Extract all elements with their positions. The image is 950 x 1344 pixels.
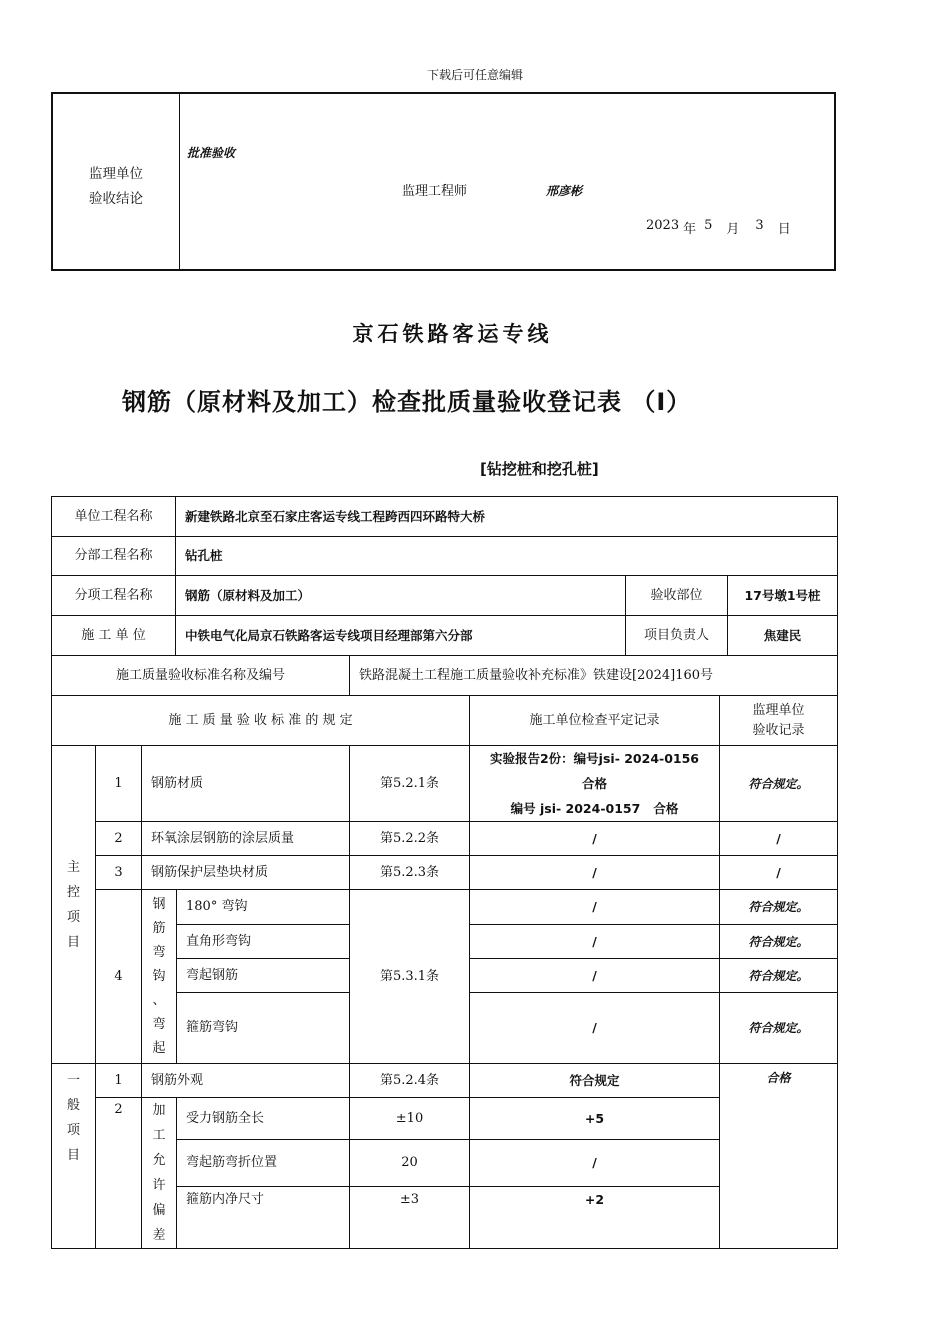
title-line1: 京石铁路客运专线 (352, 322, 553, 346)
engineer-label: 监理工程师 (402, 184, 468, 199)
group-char: 钩 (152, 968, 166, 984)
construction-unit-label: 施 工 单 位 (81, 627, 146, 643)
item-label: 分项工程名称 (74, 587, 153, 603)
item-name: 钢筋保护层垫块材质 (151, 864, 269, 880)
group-char: 弯 (152, 1016, 166, 1032)
sub-item-name: 直角形弯钩 (186, 933, 252, 949)
date-year: 2023 (646, 218, 680, 233)
item-name: 钢筋材质 (151, 775, 204, 791)
row-number: 2 (114, 1102, 123, 1117)
record: / (592, 933, 597, 949)
record: / (592, 899, 597, 914)
item-value: 钢筋（原材料及加工） (185, 587, 311, 603)
clause: 第5.2.1条 (379, 775, 440, 791)
supervision-result: / (776, 830, 781, 846)
tolerance: ±3 (399, 1192, 420, 1207)
clause: 第5.2.3条 (379, 864, 440, 880)
group-char: 筋 (152, 920, 166, 936)
row-number: 4 (114, 968, 123, 984)
main-control-char: 控 (66, 884, 80, 900)
main-control-char: 主 (66, 859, 80, 875)
group-char: 许 (152, 1178, 166, 1193)
record: / (592, 1020, 597, 1035)
date-day: 3 (755, 218, 764, 233)
supervision-conclusion-box (51, 92, 836, 271)
supervision-result: 符合规定。 (748, 1021, 809, 1035)
division-label: 分部工程名称 (74, 548, 153, 563)
row-number: 2 (114, 830, 123, 846)
clause: 第5.2.2条 (379, 830, 440, 846)
record: / (592, 1155, 597, 1170)
row-number: 1 (114, 775, 123, 791)
standard-label: 施工质量验收标准名称及编号 (115, 667, 285, 683)
general-char: 一 (66, 1073, 80, 1088)
date (646, 218, 791, 237)
supervision-result: 合格 (766, 1071, 791, 1085)
division-value: 钻孔桩 (185, 548, 223, 563)
hook-group-label (142, 890, 176, 1063)
label-line2: 验收结论 (89, 191, 143, 207)
construction-record-header: 施工单位检查平定记录 (529, 712, 660, 728)
header-note: 下载后可任意编辑 (426, 68, 523, 82)
group-char: 工 (152, 1128, 166, 1143)
title-line2: 钢筋（原材料及加工）检查批质量验收登记表 （Ⅰ） (122, 388, 692, 416)
unit-project-label: 单位工程名称 (74, 508, 153, 524)
general-char: 目 (66, 1148, 80, 1163)
supervision-record-header (720, 696, 837, 745)
supervision-header-line1: 监理单位 (752, 702, 805, 718)
record: +5 (584, 1110, 605, 1126)
row-number: 3 (114, 864, 123, 880)
project-leader-label: 项目负责人 (643, 627, 709, 643)
sub-item-name: 弯起钢筋 (186, 967, 239, 983)
record (470, 746, 719, 821)
tolerance-group-label (142, 1098, 176, 1249)
main-control-char: 项 (66, 909, 80, 925)
supervision-result: 符合规定。 (748, 934, 809, 949)
main-control-label (52, 746, 95, 1063)
row-number: 1 (114, 1072, 123, 1088)
record-line2: 合格 (581, 776, 607, 791)
tolerance: ±10 (395, 1110, 424, 1126)
group-char: 弯 (152, 944, 166, 960)
supervision-result: / (776, 864, 781, 880)
supervision-conclusion-label (53, 94, 180, 269)
date-year-unit: 年 (683, 222, 697, 237)
engineer-signature: 邢彦彬 (546, 184, 583, 198)
date-day-unit: 日 (777, 222, 791, 237)
group-char: 钢 (152, 896, 166, 912)
group-char: 加 (152, 1103, 166, 1118)
supervision-result: 符合规定。 (748, 900, 809, 914)
tolerance: 20 (401, 1155, 418, 1170)
group-char: 允 (152, 1153, 166, 1168)
subtitle: [钻挖桩和挖孔桩] (480, 460, 599, 478)
supervision-header-line2: 验收记录 (752, 722, 805, 738)
label-line1: 监理单位 (89, 166, 143, 182)
approval-text: 批准验收 (187, 146, 236, 160)
supervision-result: 符合规定。 (748, 776, 809, 791)
sub-item-name: 弯起筋弯折位置 (186, 1155, 278, 1170)
acceptance-part-label: 验收部位 (650, 587, 703, 603)
general-char: 般 (66, 1098, 80, 1113)
supervision-result: 符合规定。 (748, 968, 809, 983)
sub-item-name: 180° 弯钩 (186, 899, 248, 914)
sub-item-name: 箍筋内净尺寸 (186, 1192, 265, 1207)
group-char: 起 (152, 1040, 166, 1056)
sub-item-name: 受力钢筋全长 (186, 1110, 265, 1126)
main-control-char: 目 (66, 934, 80, 950)
record: / (592, 830, 597, 846)
clause: 第5.2.4条 (379, 1072, 440, 1088)
group-char: 偏 (152, 1203, 166, 1218)
general-label (52, 1064, 95, 1249)
construction-unit-value: 中铁电气化局京石铁路客运专线项目经理部第六分部 (185, 627, 473, 643)
spec-header: 施 工 质 量 验 收 标 准 的 规 定 (168, 712, 353, 728)
record: / (592, 967, 597, 983)
unit-project-value: 新建铁路北京至石家庄客运专线工程跨西四环路特大桥 (185, 508, 486, 524)
date-month-unit: 月 (726, 222, 740, 237)
general-char: 项 (66, 1123, 80, 1138)
record: / (592, 864, 597, 880)
group-char: 差 (152, 1228, 166, 1243)
project-leader-value: 焦建民 (763, 627, 802, 643)
standard-value: 铁路混凝土工程施工质量验收补充标准》铁建设[2024]160号 (359, 667, 714, 683)
clause: 第5.3.1条 (379, 968, 440, 984)
sub-item-name: 箍筋弯钩 (186, 1020, 239, 1035)
item-name: 环氧涂层钢筋的涂层质量 (151, 830, 295, 846)
date-month: 5 (704, 218, 713, 233)
record-line1: 实验报告2份：编号jsi- 2024-0156 (489, 751, 699, 766)
group-char: 、 (152, 992, 166, 1008)
record: +2 (584, 1192, 605, 1207)
record-line3: 编号 jsi- 2024-0157 合格 (510, 801, 679, 816)
item-name: 钢筋外观 (151, 1072, 204, 1088)
record: 符合规定 (569, 1072, 620, 1088)
acceptance-part-value: 17号墩1号桩 (744, 587, 821, 603)
